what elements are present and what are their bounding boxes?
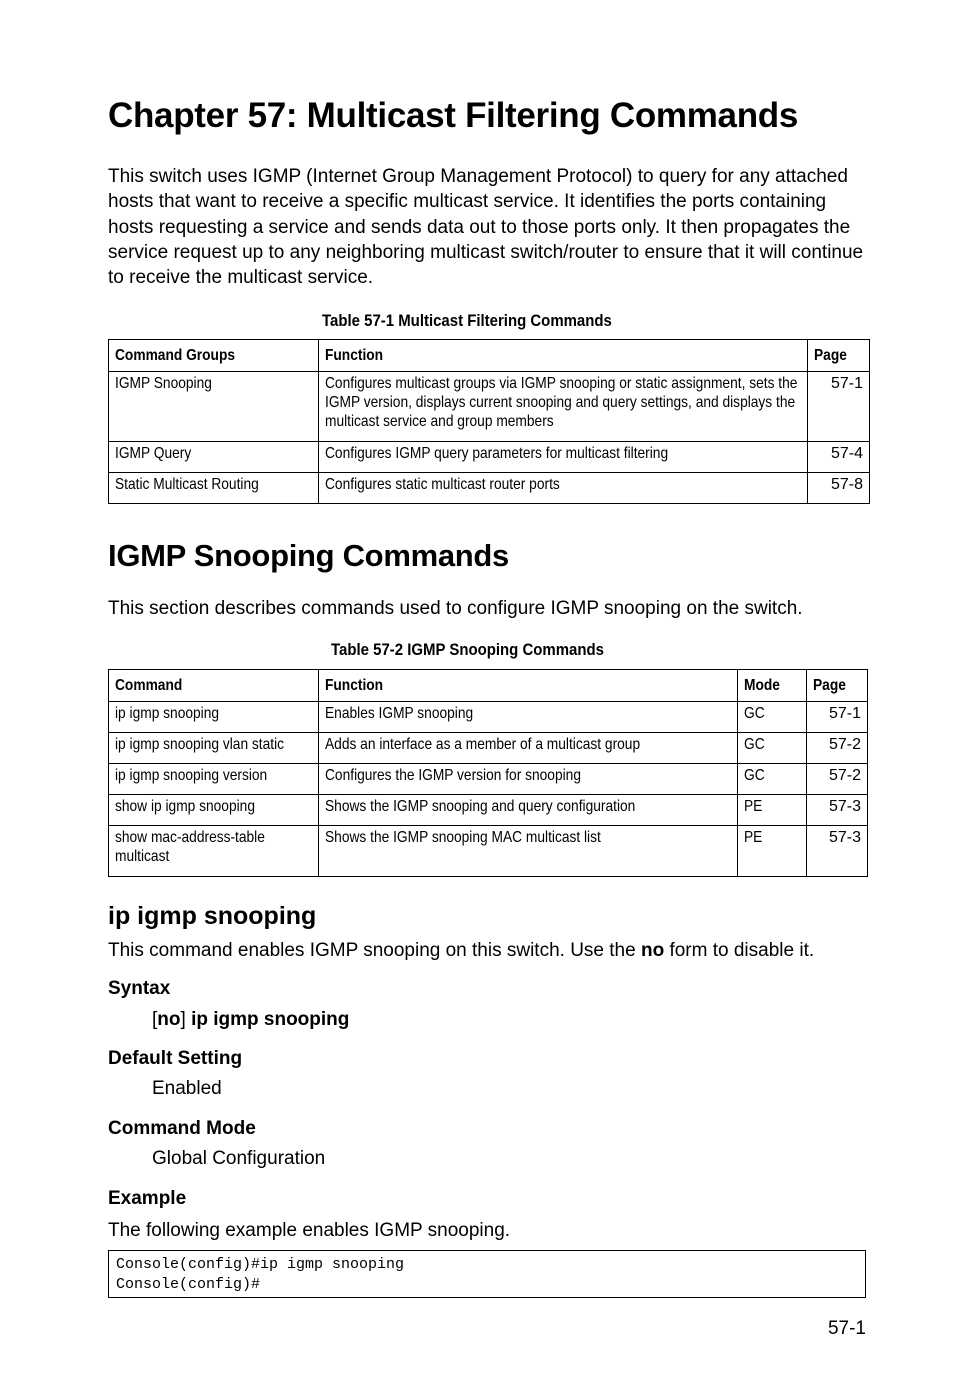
table-cell: Shows the IGMP snooping MAC multicast list	[319, 826, 738, 877]
table-cell: 57-3	[807, 826, 868, 877]
table-row	[109, 795, 868, 826]
table-row	[109, 442, 870, 473]
table-cell: 57-3	[807, 795, 868, 826]
table-cell: GC	[738, 733, 807, 764]
table-cell: 57-2	[807, 733, 868, 764]
table-row	[109, 702, 868, 733]
table-cell: Shows the IGMP snooping and query configuration	[319, 795, 738, 826]
table2-caption: Table 57-2 IGMP Snooping Commands	[331, 640, 604, 659]
table-cell: GC	[738, 702, 807, 733]
table-row	[109, 764, 868, 795]
table-cell: ip igmp snooping version	[109, 764, 319, 795]
column-header: Command Groups	[109, 340, 319, 372]
table-cell: Enables IGMP snooping	[319, 702, 738, 733]
table1-caption: Table 57-1 Multicast Filtering Commands	[322, 311, 612, 330]
table-cell: 57-8	[808, 473, 870, 504]
igmp-snooping-table	[108, 669, 868, 877]
example-text: The following example enables IGMP snooping.	[108, 1220, 511, 1241]
console-line: Console(config)#	[116, 1276, 261, 1293]
table-cell: show ip igmp snooping	[109, 795, 319, 826]
column-header: Command	[109, 670, 319, 702]
page-number: 57-1	[827, 1318, 866, 1339]
table-cell: 57-4	[808, 442, 870, 473]
table-header-row	[109, 670, 868, 702]
chapter-title: Chapter 57: Multicast Filtering Commands	[108, 96, 799, 135]
table-cell: PE	[738, 795, 807, 826]
default-setting-value: Enabled	[152, 1078, 222, 1099]
table-cell: Configures the IGMP version for snooping	[319, 764, 738, 795]
table-cell: Configures IGMP query parameters for multicast filtering	[319, 442, 808, 473]
table-cell: Configures static multicast router ports	[319, 473, 808, 504]
table-cell: 57-2	[807, 764, 868, 795]
table-cell: ip igmp snooping	[109, 702, 319, 733]
table-cell: GC	[738, 764, 807, 795]
console-line: Console(config)#ip igmp snooping	[116, 1256, 405, 1273]
section-intro: This section describes commands used to configure IGMP snooping on the switch.	[108, 598, 803, 619]
table-cell: show mac-address-table multicast	[109, 826, 319, 877]
column-header: Page	[808, 340, 870, 372]
example-heading: Example	[108, 1188, 187, 1209]
default-setting-heading: Default Setting	[108, 1048, 243, 1069]
table-cell: Static Multicast Routing	[109, 473, 319, 504]
column-header: Page	[807, 670, 868, 702]
column-header: Function	[319, 670, 738, 702]
table-header-row	[109, 340, 870, 372]
table-cell: IGMP Query	[109, 442, 319, 473]
table-cell: 57-1	[808, 372, 870, 442]
column-header: Function	[319, 340, 808, 372]
command-description: This command enables IGMP snooping on this switch. Use the no form to disable it.	[108, 940, 815, 961]
table-cell: ip igmp snooping vlan static	[109, 733, 319, 764]
table-row	[109, 826, 868, 877]
table-cell: Configures multicast groups via IGMP snooping or static assignment, sets the IGMP version, displays current snooping and query settings, and displays the multicast service and group members	[319, 372, 808, 442]
column-header: Mode	[738, 670, 807, 702]
intro-paragraph: This switch uses IGMP (Internet Group Management Protocol) to query for any attached hosts that want to receive a specific multicast service. It identifies the ports containing hosts requesting a service and sends data out to those ports only. It then propagates the service request up to any neighboring multicast switch/router to ensure that it will continue to receive the multicast service.	[108, 166, 864, 289]
console-example	[108, 1250, 866, 1298]
section-title: IGMP Snooping Commands	[108, 538, 510, 573]
multicast-filtering-table	[108, 339, 870, 504]
syntax-line: [no] ip igmp snooping	[152, 1009, 350, 1030]
table-cell: IGMP Snooping	[109, 372, 319, 442]
command-mode-heading: Command Mode	[108, 1118, 256, 1139]
command-mode-value: Global Configuration	[152, 1148, 326, 1169]
command-title: ip igmp snooping	[108, 902, 317, 930]
syntax-heading: Syntax	[108, 978, 171, 999]
table-cell: Adds an interface as a member of a multicast group	[319, 733, 738, 764]
table-cell: 57-1	[807, 702, 868, 733]
table-row	[109, 733, 868, 764]
table-row	[109, 473, 870, 504]
table-row	[109, 372, 870, 442]
table-cell: PE	[738, 826, 807, 877]
